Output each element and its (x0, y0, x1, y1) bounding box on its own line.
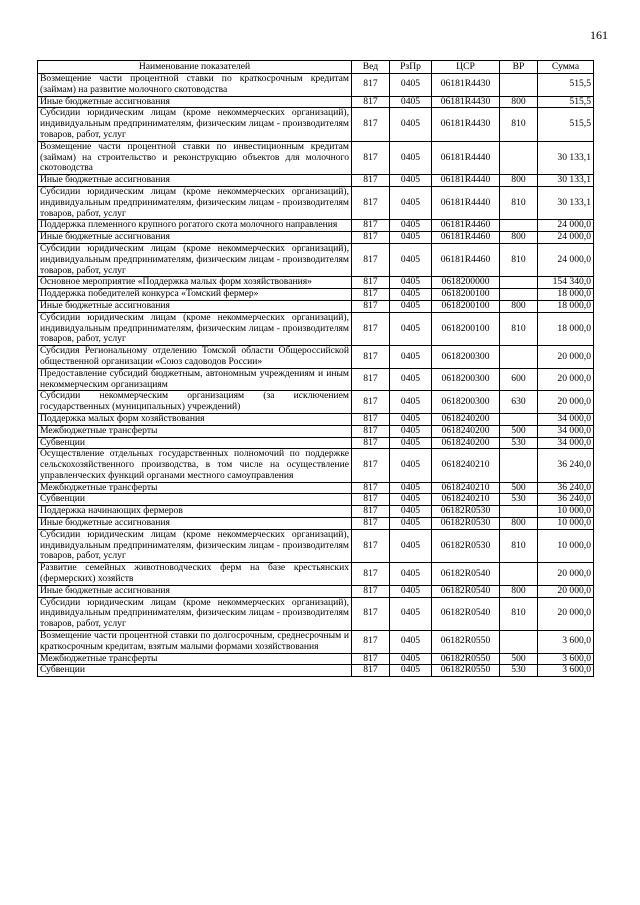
row-ved-cell: 817 (352, 300, 390, 312)
row-csr-cell: 06182R0540 (432, 585, 500, 597)
row-razdel-cell: 0405 (390, 482, 432, 494)
row-name-cell: Субсидии юридическим лицам (кроме некоммерческих организаций), индивидуальным предпринимателям, физическим лицам - производителям товаров, работ, услуг (38, 243, 352, 276)
row-csr-cell: 06182R0550 (432, 653, 500, 665)
row-vr-cell: 800 (500, 96, 538, 108)
row-sum-cell: 20 000,0 (538, 585, 594, 597)
row-ved-cell: 817 (352, 482, 390, 494)
row-ved-cell: 817 (352, 597, 390, 630)
row-sum-cell: 18 000,0 (538, 312, 594, 345)
table-row (38, 413, 594, 425)
row-ved-cell: 817 (352, 449, 390, 482)
row-name-cell: Межбюджетные трансферты (38, 653, 352, 665)
row-sum-cell: 20 000,0 (538, 391, 594, 414)
row-csr-cell: 06181R4460 (432, 243, 500, 276)
row-ved-cell: 817 (352, 108, 390, 141)
row-razdel-cell: 0405 (390, 243, 432, 276)
row-ved-cell: 817 (352, 631, 390, 654)
row-sum-cell: 3 600,0 (538, 665, 594, 677)
row-name-cell: Иные бюджетные ассигнования (38, 96, 352, 108)
row-vr-cell: 530 (500, 494, 538, 506)
budget-table (37, 60, 594, 677)
table-row (38, 425, 594, 437)
table-row (38, 346, 594, 369)
row-name-cell: Поддержка племенного крупного рогатого скота молочного направления (38, 220, 352, 232)
row-razdel-cell: 0405 (390, 529, 432, 562)
row-vr-cell: 800 (500, 175, 538, 187)
row-ved-cell: 817 (352, 518, 390, 530)
row-razdel-cell: 0405 (390, 653, 432, 665)
row-vr-cell: 810 (500, 312, 538, 345)
row-ved-cell: 817 (352, 585, 390, 597)
row-sum-cell: 18 000,0 (538, 289, 594, 301)
row-razdel-cell: 0405 (390, 74, 432, 97)
row-name-cell: Межбюджетные трансферты (38, 425, 352, 437)
table-row (38, 506, 594, 518)
table-row (38, 518, 594, 530)
row-name-cell: Субвенции (38, 494, 352, 506)
row-vr-cell (500, 631, 538, 654)
row-razdel-cell: 0405 (390, 289, 432, 301)
row-razdel-cell: 0405 (390, 563, 432, 586)
header-ved: Вед (352, 61, 390, 74)
row-ved-cell: 817 (352, 96, 390, 108)
row-csr-cell: 0618200300 (432, 391, 500, 414)
row-razdel-cell: 0405 (390, 413, 432, 425)
row-ved-cell: 817 (352, 368, 390, 391)
row-ved-cell: 817 (352, 391, 390, 414)
row-name-cell: Осуществление отдельных государственных полномочий по поддержке сельскохозяйственного производства, в том числе на осуществление управленческих функций органами местного самоуправления (38, 449, 352, 482)
row-vr-cell: 500 (500, 482, 538, 494)
row-razdel-cell: 0405 (390, 368, 432, 391)
row-razdel-cell: 0405 (390, 141, 432, 174)
row-name-cell: Иные бюджетные ассигнования (38, 175, 352, 187)
row-vr-cell: 810 (500, 243, 538, 276)
row-sum-cell: 34 000,0 (538, 437, 594, 449)
row-sum-cell: 30 133,1 (538, 186, 594, 219)
row-name-cell: Межбюджетные трансферты (38, 482, 352, 494)
row-csr-cell: 06182R0530 (432, 529, 500, 562)
row-name-cell: Возмещение части процентной ставки по инвестиционным кредитам (займам) на строительство и реконструкцию объектов для молочного скотоводства (38, 141, 352, 174)
table-header-row (38, 61, 594, 74)
row-csr-cell: 0618240200 (432, 425, 500, 437)
row-csr-cell: 06181R4460 (432, 220, 500, 232)
table-row (38, 665, 594, 677)
row-name-cell: Поддержка малых форм хозяйствования (38, 413, 352, 425)
row-name-cell: Основное мероприятие «Поддержка малых форм хозяйствования» (38, 277, 352, 289)
row-csr-cell: 06181R4460 (432, 232, 500, 244)
row-csr-cell: 06181R4440 (432, 175, 500, 187)
row-ved-cell: 817 (352, 506, 390, 518)
table-row (38, 653, 594, 665)
row-ved-cell: 817 (352, 289, 390, 301)
row-csr-cell: 0618200100 (432, 289, 500, 301)
row-sum-cell: 24 000,0 (538, 232, 594, 244)
row-name-cell: Субсидия Региональному отделению Томской области Общероссийской общественной организации «Союз садоводов России» (38, 346, 352, 369)
row-razdel-cell: 0405 (390, 300, 432, 312)
row-name-cell: Возмещение части процентной ставки по краткосрочным кредитам (займам) на развитие молочного скотоводства (38, 74, 352, 97)
row-csr-cell: 06181R4430 (432, 96, 500, 108)
table-row (38, 300, 594, 312)
table-row (38, 597, 594, 630)
row-ved-cell: 817 (352, 563, 390, 586)
row-vr-cell: 530 (500, 437, 538, 449)
table-row (38, 631, 594, 654)
row-ved-cell: 817 (352, 312, 390, 345)
row-sum-cell: 36 240,0 (538, 449, 594, 482)
row-vr-cell: 600 (500, 368, 538, 391)
row-razdel-cell: 0405 (390, 277, 432, 289)
row-vr-cell (500, 346, 538, 369)
row-ved-cell: 817 (352, 425, 390, 437)
row-vr-cell: 810 (500, 529, 538, 562)
row-ved-cell: 817 (352, 494, 390, 506)
row-name-cell: Поддержка начинающих фермеров (38, 506, 352, 518)
row-sum-cell: 36 240,0 (538, 482, 594, 494)
row-name-cell: Субсидии юридическим лицам (кроме некоммерческих организаций), индивидуальным предпринимателям, физическим лицам - производителям товаров, работ, услуг (38, 597, 352, 630)
row-ved-cell: 817 (352, 653, 390, 665)
header-sum: Сумма (538, 61, 594, 74)
row-sum-cell: 515,5 (538, 96, 594, 108)
row-name-cell: Субвенции (38, 665, 352, 677)
row-name-cell: Развитие семейных животноводческих ферм на базе крестьянских (фермерских) хозяйств (38, 563, 352, 586)
page-number: 161 (590, 28, 608, 42)
row-ved-cell: 817 (352, 74, 390, 97)
row-sum-cell: 20 000,0 (538, 597, 594, 630)
row-vr-cell: 800 (500, 585, 538, 597)
table-row (38, 391, 594, 414)
table-row (38, 563, 594, 586)
table-row (38, 289, 594, 301)
row-ved-cell: 817 (352, 529, 390, 562)
row-csr-cell: 0618240200 (432, 413, 500, 425)
row-csr-cell: 06181R4430 (432, 74, 500, 97)
row-sum-cell: 18 000,0 (538, 300, 594, 312)
row-razdel-cell: 0405 (390, 518, 432, 530)
row-csr-cell: 06182R0540 (432, 597, 500, 630)
row-sum-cell: 3 600,0 (538, 653, 594, 665)
row-vr-cell: 810 (500, 186, 538, 219)
row-name-cell: Субсидии юридическим лицам (кроме некоммерческих организаций), индивидуальным предпринимателям, физическим лицам - производителям товаров, работ, услуг (38, 186, 352, 219)
row-csr-cell: 0618200000 (432, 277, 500, 289)
row-sum-cell: 34 000,0 (538, 425, 594, 437)
row-csr-cell: 06181R4440 (432, 141, 500, 174)
row-csr-cell: 0618200100 (432, 312, 500, 345)
row-csr-cell: 06182R0530 (432, 518, 500, 530)
table-row (38, 220, 594, 232)
row-name-cell: Иные бюджетные ассигнования (38, 300, 352, 312)
row-razdel-cell: 0405 (390, 494, 432, 506)
row-sum-cell: 30 133,1 (538, 175, 594, 187)
row-sum-cell: 10 000,0 (538, 529, 594, 562)
row-csr-cell: 0618200100 (432, 300, 500, 312)
row-csr-cell: 06182R0530 (432, 506, 500, 518)
row-sum-cell: 515,5 (538, 108, 594, 141)
row-vr-cell (500, 563, 538, 586)
row-sum-cell: 24 000,0 (538, 243, 594, 276)
row-sum-cell: 10 000,0 (538, 506, 594, 518)
row-sum-cell: 515,5 (538, 74, 594, 97)
row-vr-cell: 810 (500, 108, 538, 141)
row-csr-cell: 0618240210 (432, 494, 500, 506)
row-vr-cell: 500 (500, 425, 538, 437)
row-razdel-cell: 0405 (390, 312, 432, 345)
row-name-cell: Иные бюджетные ассигнования (38, 518, 352, 530)
row-ved-cell: 817 (352, 346, 390, 369)
table-row (38, 312, 594, 345)
row-razdel-cell: 0405 (390, 597, 432, 630)
row-csr-cell: 06181R4440 (432, 186, 500, 219)
row-sum-cell: 3 600,0 (538, 631, 594, 654)
row-ved-cell: 817 (352, 243, 390, 276)
row-sum-cell: 20 000,0 (538, 563, 594, 586)
row-sum-cell: 20 000,0 (538, 368, 594, 391)
table-body (38, 74, 594, 677)
row-name-cell: Субсидии юридическим лицам (кроме некоммерческих организаций), индивидуальным предпринимателям, физическим лицам - производителям товаров, работ, услуг (38, 108, 352, 141)
row-vr-cell (500, 413, 538, 425)
row-name-cell: Возмещение части процентной ставки по долгосрочным, среднесрочным и краткосрочным кредитам, взятым малыми формами хозяйствования (38, 631, 352, 654)
row-name-cell: Поддержка победителей конкурса «Томский фермер» (38, 289, 352, 301)
table-row (38, 96, 594, 108)
row-ved-cell: 817 (352, 141, 390, 174)
row-sum-cell: 36 240,0 (538, 494, 594, 506)
table-row (38, 277, 594, 289)
table-row (38, 585, 594, 597)
row-name-cell: Субсидии юридическим лицам (кроме некоммерческих организаций), индивидуальным предпринимателям, физическим лицам - производителям товаров, работ, услуг (38, 312, 352, 345)
row-vr-cell (500, 449, 538, 482)
row-ved-cell: 817 (352, 232, 390, 244)
table-row (38, 186, 594, 219)
row-name-cell: Иные бюджетные ассигнования (38, 232, 352, 244)
row-ved-cell: 817 (352, 437, 390, 449)
row-vr-cell: 630 (500, 391, 538, 414)
header-vr: ВР (500, 61, 538, 74)
table-row (38, 175, 594, 187)
row-vr-cell: 800 (500, 518, 538, 530)
row-razdel-cell: 0405 (390, 425, 432, 437)
row-sum-cell: 34 000,0 (538, 413, 594, 425)
row-sum-cell: 20 000,0 (538, 346, 594, 369)
row-vr-cell: 800 (500, 300, 538, 312)
table-row (38, 232, 594, 244)
row-csr-cell: 06182R0550 (432, 665, 500, 677)
row-vr-cell (500, 506, 538, 518)
row-name-cell: Субсидии некоммерческим организациям (за исключением государственных (муниципальных) учреждений) (38, 391, 352, 414)
row-razdel-cell: 0405 (390, 175, 432, 187)
row-csr-cell: 0618200300 (432, 346, 500, 369)
row-csr-cell: 06182R0540 (432, 563, 500, 586)
row-ved-cell: 817 (352, 665, 390, 677)
row-sum-cell: 30 133,1 (538, 141, 594, 174)
row-vr-cell (500, 141, 538, 174)
row-razdel-cell: 0405 (390, 585, 432, 597)
row-vr-cell: 500 (500, 653, 538, 665)
row-razdel-cell: 0405 (390, 346, 432, 369)
row-razdel-cell: 0405 (390, 631, 432, 654)
row-csr-cell: 0618240210 (432, 449, 500, 482)
row-csr-cell: 0618240200 (432, 437, 500, 449)
row-vr-cell (500, 74, 538, 97)
row-ved-cell: 817 (352, 413, 390, 425)
header-csr: ЦСР (432, 61, 500, 74)
row-csr-cell: 0618200300 (432, 368, 500, 391)
row-razdel-cell: 0405 (390, 232, 432, 244)
row-razdel-cell: 0405 (390, 437, 432, 449)
row-csr-cell: 06181R4430 (432, 108, 500, 141)
row-vr-cell (500, 289, 538, 301)
row-name-cell: Субвенции (38, 437, 352, 449)
row-razdel-cell: 0405 (390, 186, 432, 219)
row-razdel-cell: 0405 (390, 96, 432, 108)
table-row (38, 449, 594, 482)
table-row (38, 529, 594, 562)
table-row (38, 494, 594, 506)
table-row (38, 141, 594, 174)
table-row (38, 437, 594, 449)
row-name-cell: Субсидии юридическим лицам (кроме некоммерческих организаций), индивидуальным предпринимателям, физическим лицам - производителям товаров, работ, услуг (38, 529, 352, 562)
row-ved-cell: 817 (352, 220, 390, 232)
row-ved-cell: 817 (352, 186, 390, 219)
row-name-cell: Предоставление субсидий бюджетным, автономным учреждениям и иным некоммерческим организациям (38, 368, 352, 391)
row-razdel-cell: 0405 (390, 665, 432, 677)
row-vr-cell: 800 (500, 232, 538, 244)
table-row (38, 368, 594, 391)
table-row (38, 108, 594, 141)
row-vr-cell (500, 220, 538, 232)
row-sum-cell: 24 000,0 (538, 220, 594, 232)
row-sum-cell: 154 340,0 (538, 277, 594, 289)
row-razdel-cell: 0405 (390, 449, 432, 482)
table-row (38, 243, 594, 276)
table-row (38, 74, 594, 97)
row-razdel-cell: 0405 (390, 391, 432, 414)
row-razdel-cell: 0405 (390, 108, 432, 141)
row-razdel-cell: 0405 (390, 220, 432, 232)
row-vr-cell (500, 277, 538, 289)
row-ved-cell: 817 (352, 175, 390, 187)
row-vr-cell: 810 (500, 597, 538, 630)
row-sum-cell: 10 000,0 (538, 518, 594, 530)
header-razdel: РзПр (390, 61, 432, 74)
row-name-cell: Иные бюджетные ассигнования (38, 585, 352, 597)
row-csr-cell: 06182R0550 (432, 631, 500, 654)
row-razdel-cell: 0405 (390, 506, 432, 518)
table-row (38, 482, 594, 494)
row-vr-cell: 530 (500, 665, 538, 677)
header-name: Наименование показателей (38, 61, 352, 74)
row-ved-cell: 817 (352, 277, 390, 289)
row-csr-cell: 0618240210 (432, 482, 500, 494)
